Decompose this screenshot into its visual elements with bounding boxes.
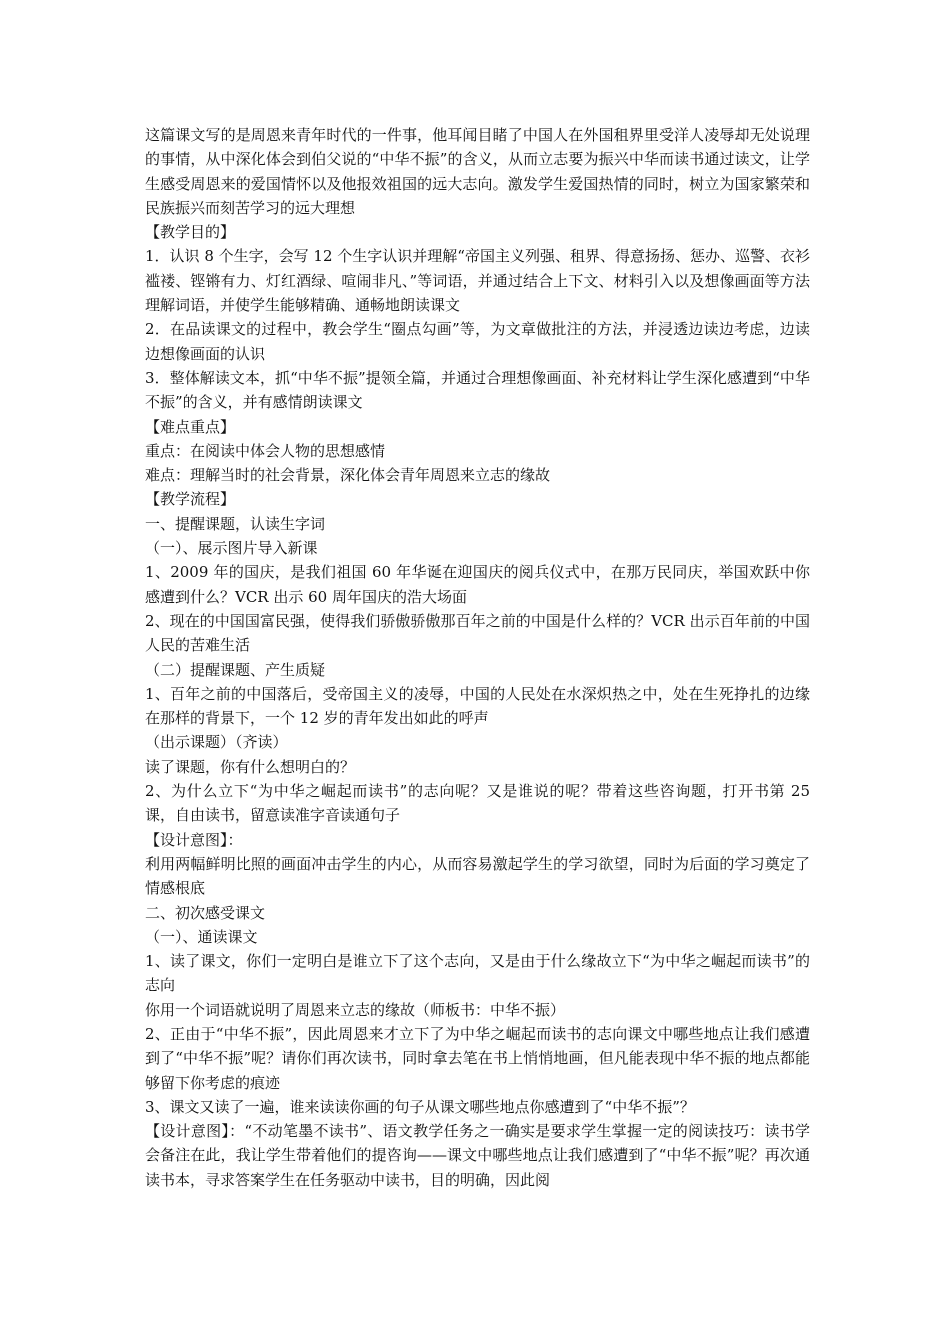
difficult-point: 难点：理解当时的社会背景，深化体会青年周恩来立志的缘故 [145,466,551,485]
design-intent-paragraph: 利用两幅鲜明比照的画面冲击学生的内心，从而容易激起学生的学习欲望，同时为后面的学习奠定了情感根底 [145,854,810,898]
process-paragraph: 2、为什么立下“为中华之崛起而读书”的志向呢？又是谁说的呢？带着这些咨询题，打开书第 25 课，自由读书，留意读准字音读通句子 [145,782,810,825]
process-step-2-title: 二、初次感受课文 [145,903,266,922]
process-paragraph: （出示课题）（齐读） [145,733,288,752]
process-paragraph: 你用一个词语就说明了周恩来立志的缘故（师板书：中华不振） [145,1000,566,1019]
goal-item-1: 1．认识 8 个生字，会写 12 个生字认识并理解“帝国主义列强、租界、得意扬扬、惩办、巡警、衣衫褴褛、铿锵有力、灯红酒绿、喧闹非凡、”等词语，并通过结合上下文、材料引入以及想像画面等方法理解词语，并使学生能够精确、通畅地朗读课文 [145,247,810,315]
key-point: 重点：在阅读中体会人物的思想感情 [145,441,386,460]
process-paragraph: 1、百年之前的中国落后，受帝国主义的凌辱，中国的人民处在水深炽热之中，处在生死挣扎的边缘在那样的背景下，一个 12 岁的青年发出如此的呼声 [145,684,810,728]
goal-item-3: 3．整体解读文本，抓“中华不振”提领全篇，并通过合理想像画面、补充材料让学生深化感遭到“中华不振”的含义，并有感情朗读课文 [145,368,810,412]
process-paragraph: 1、读了课文，你们一定明白是谁立下了这个志向，又是由于什么缘故立下“为中华之崛起而读书”的志向 [145,952,810,995]
document-page [145,123,810,1192]
section-heading-process: 【教学流程】 [145,490,236,509]
section-heading-key-points: 【难点重点】 [145,417,236,436]
process-substep-2-1: （一）、通读课文 [145,927,258,946]
design-intent-paragraph: 【设计意图】：“不动笔墨不读书”、语文教学任务之一确实是要求学生掌握一定的阅读技巧：读书学会备注在此，我让学生带着他们的提咨询——课文中哪些地点让我们感遭到了“中华不振”呢？再次通读书本，寻求答案学生在任务驱动中读书，目的明确，因此阅 [145,1122,810,1189]
intro-paragraph: 这篇课文写的是周恩来青年时代的一件事，他耳闻目睹了中国人在外国租界里受洋人凌辱却无处说理的事情，从中深化体会到伯父说的“中华不振”的含义，从而立志要为振兴中华而读书通过读文，让学生感受周恩来的爱国情怀以及他报效祖国的远大志向。激发学生爱国热情的同时，树立为国家繁荣和民族振兴而刻苦学习的远大理想 [145,126,810,217]
section-heading-teaching-goals: 【教学目的】 [145,223,236,242]
process-paragraph: 读了课题，你有什么想明白的？ [145,757,356,776]
process-paragraph: 2、正由于“中华不振”，因此周恩来才立下了为中华之崛起而读书的志向课文中哪些地点让我们感遭到了“中华不振”呢？请你们再次读书，同时拿去笔在书上悄悄地画，但凡能表现中华不振的地点都能够留下你考虑的痕迹 [145,1024,810,1092]
process-step-1-title: 一、提醒课题，认读生字词 [145,514,326,533]
process-paragraph: 3、课文又读了一遍，谁来读读你画的句子从课文哪些地点你感遭到了“中华不振”？ [145,1097,695,1116]
process-substep-1-1: （一）、展示图片导入新课 [145,539,318,558]
process-paragraph: 1、2009 年的国庆，是我们祖国 60 年华诞在迎国庆的阅兵仪式中，在那万民同庆，举国欢跃中你感遭到什么？VCR 出示 60 周年国庆的浩大场面 [145,563,810,606]
process-substep-1-2: （二）提醒课题、产生质疑 [145,660,326,679]
design-intent-heading: 【设计意图】： [145,830,243,849]
goal-item-2: 2．在品读课文的过程中，教会学生“圈点勾画”等，为文章做批注的方法，并浸透边读边考虑，边读边想像画面的认识 [145,320,810,363]
process-paragraph: 2、现在的中国国富民强，使得我们骄傲骄傲那百年之前的中国是什么样的？VCR 出示百年前的中国人民的苦难生活 [145,611,810,655]
